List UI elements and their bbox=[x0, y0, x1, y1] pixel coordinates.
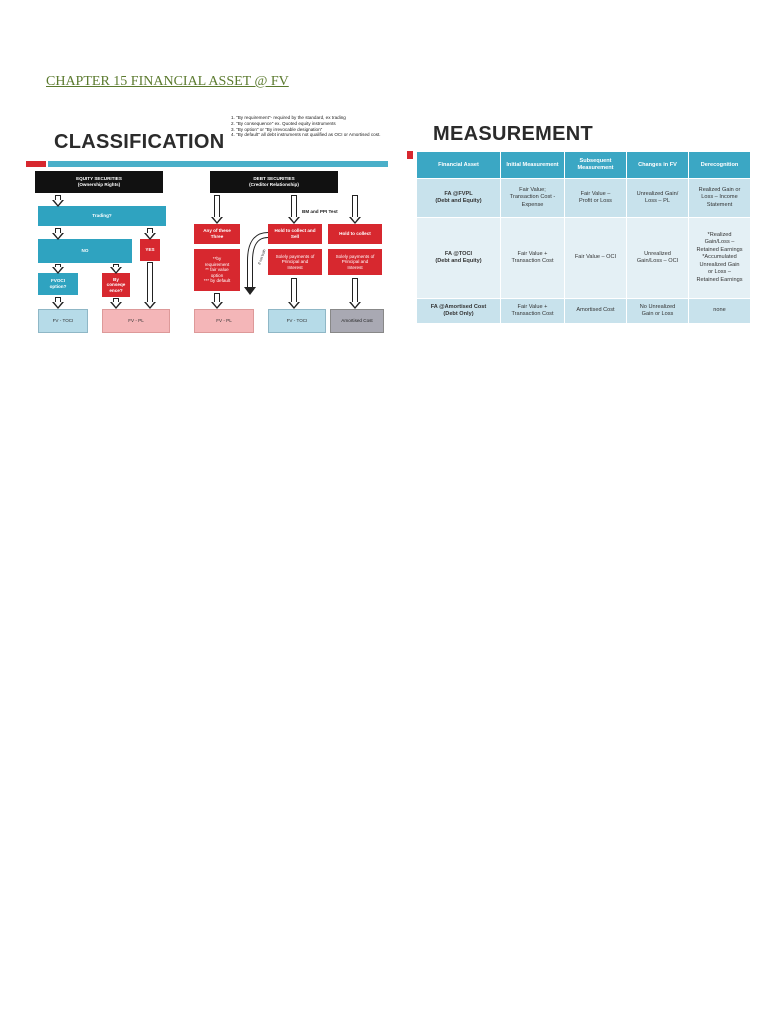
classification-notes bbox=[231, 115, 393, 138]
yes-box: YES bbox=[140, 239, 160, 261]
if-not-both-connector-arrow-icon bbox=[240, 231, 270, 297]
table-cell: Fair Value – Profit or Loss bbox=[565, 179, 627, 218]
table-row bbox=[417, 299, 751, 324]
sppi-box-1: Solely payments of Principal and Interest bbox=[268, 249, 322, 275]
hold-collect-sell-box: Hold to collect and Sell bbox=[268, 224, 322, 244]
table-cell: FA @Amortised Cost (Debt Only) bbox=[417, 299, 501, 324]
table-cell: Fair Value + Transaction Cost bbox=[501, 218, 565, 299]
column-header: Financial Asset bbox=[417, 152, 501, 179]
any-of-these-three-box: Any of these Three bbox=[194, 224, 240, 244]
table-cell: Fair Value; Transaction Cost - Expense bbox=[501, 179, 565, 218]
table-cell: Realized Gain or Loss – Income Statement bbox=[689, 179, 751, 218]
column-header: Changes in FV bbox=[627, 152, 689, 179]
fvoci-option-box: FVOCI option? bbox=[38, 273, 78, 295]
note-1: 1. "By requirement"- required by the standard, ex trading bbox=[231, 115, 346, 120]
table-header-row bbox=[417, 152, 751, 179]
measurement-slide bbox=[405, 113, 757, 340]
table-cell: none bbox=[689, 299, 751, 324]
column-header: Subsequent Measurement bbox=[565, 152, 627, 179]
document-title: CHAPTER 15 FINANCIAL ASSET @ FV bbox=[46, 74, 289, 89]
outcome-fv-toci-debt: FV - TOCI bbox=[268, 309, 326, 333]
red-accent-bar bbox=[407, 151, 413, 159]
outcome-fv-toci-equity: FV - TOCI bbox=[38, 309, 88, 333]
table-cell: No Unrealized Gain or Loss bbox=[627, 299, 689, 324]
by-requirement-list-box: **by requirement ** fair value option *** by default bbox=[194, 249, 240, 291]
blue-accent-bar bbox=[48, 161, 388, 167]
note-4: 4. "By default" all debt instruments not qualified as OCI or Amortised cost. bbox=[231, 132, 381, 138]
table-cell: Unrealized Gain/ Loss – PL bbox=[627, 179, 689, 218]
hold-to-collect-box: Hold to collect bbox=[328, 224, 382, 244]
table-cell: FA @FVPL (Debt and Equity) bbox=[417, 179, 501, 218]
outcome-fv-pl-equity: FV - PL bbox=[102, 309, 170, 333]
note-2: 2. "By consequence" ex. Quoted equity instruments bbox=[231, 120, 336, 126]
bm-ppi-test-label: BM and PPI Test bbox=[302, 209, 338, 214]
note-3: 3. "By option" or "By irrevocable designation" bbox=[231, 126, 323, 132]
trading-question-box: Trading? bbox=[38, 206, 166, 226]
outcome-fv-pl-debt: FV - PL bbox=[194, 309, 254, 333]
table-cell: Fair Value – OCI bbox=[565, 218, 627, 299]
measurement-title: MEASUREMENT bbox=[433, 123, 593, 145]
table-row bbox=[417, 218, 751, 299]
if-not-both-label: If not both bbox=[257, 248, 267, 266]
classification-slide bbox=[24, 113, 396, 340]
classification-title: CLASSIFICATION bbox=[54, 131, 225, 153]
measurement-table bbox=[416, 151, 751, 324]
table-cell: *Realized Gain/Loss – Retained Earnings *Accumulated Unrealized Gain or Loss – Retained Earnings bbox=[689, 218, 751, 299]
red-accent-bar bbox=[26, 161, 46, 167]
table-row bbox=[417, 179, 751, 218]
table-cell: Amortised Cost bbox=[565, 299, 627, 324]
column-header: Derecognition bbox=[689, 152, 751, 179]
equity-securities-header: EQUITY SECURITIES (Ownership Rights) bbox=[35, 171, 163, 193]
column-header: Initial Measurement bbox=[501, 152, 565, 179]
outcome-amortised-cost: Amortised Cost bbox=[330, 309, 384, 333]
table-cell: Unrealized Gain/Loss – OCI bbox=[627, 218, 689, 299]
no-box: NO bbox=[38, 239, 132, 263]
table-cell: FA @TOCI (Debt and Equity) bbox=[417, 218, 501, 299]
sppi-box-2: Solely payments of Principal and Interest bbox=[328, 249, 382, 275]
table-cell: Fair Value + Transaction Cost bbox=[501, 299, 565, 324]
debt-securities-header: DEBT SECURITIES (Creditor Relationship) bbox=[210, 171, 338, 193]
by-consequence-box: By conseqe ence? bbox=[102, 273, 130, 297]
